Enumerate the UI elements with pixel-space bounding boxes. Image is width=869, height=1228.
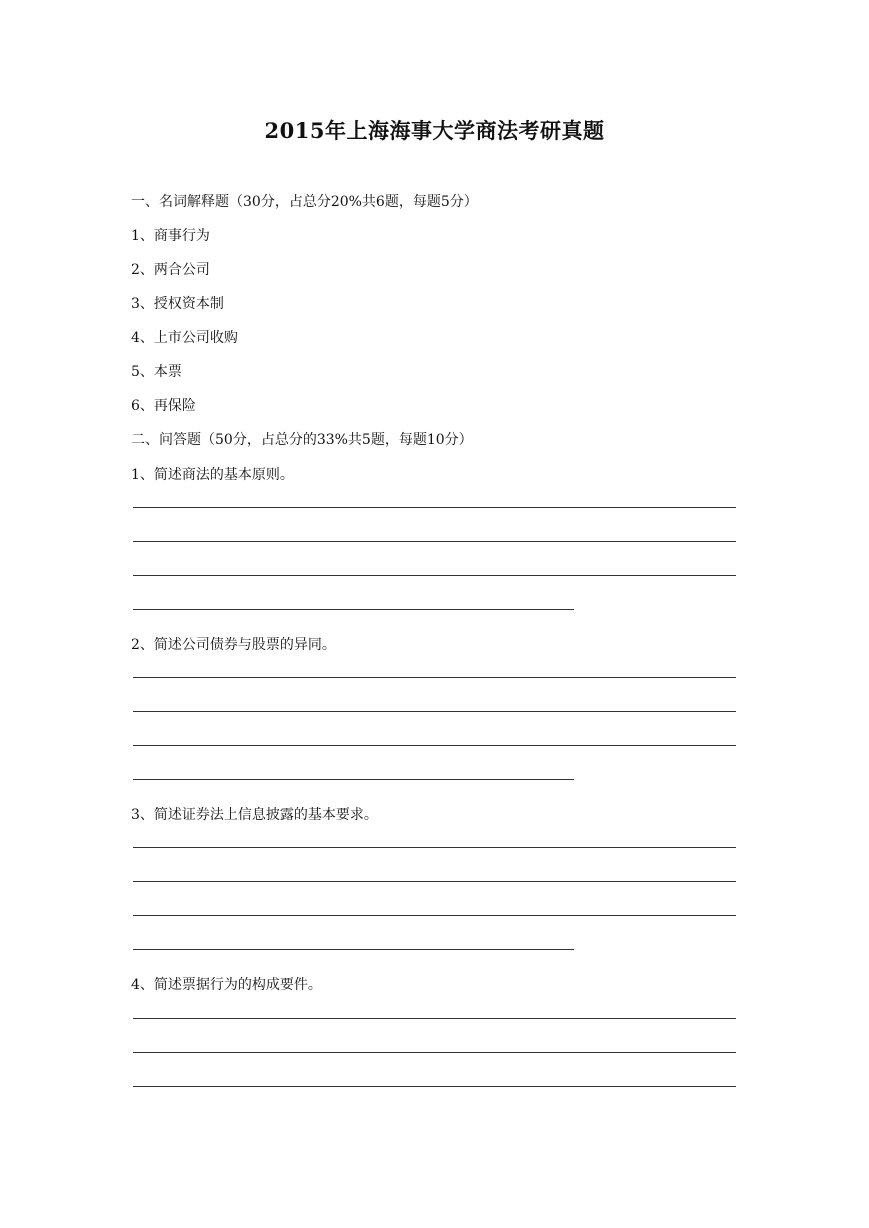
- section-heading-terms: 一、名词解释题（30分，占总分20%共6题，每题5分）: [131, 194, 478, 210]
- term-item: 2、两合公司: [131, 262, 210, 278]
- term-item: 5、本票: [131, 364, 182, 380]
- question-item: 3、简述证券法上信息披露的基本要求。: [131, 807, 378, 823]
- answer-line: [133, 847, 736, 848]
- answer-line: [133, 711, 736, 712]
- answer-line: [133, 881, 736, 882]
- term-item: 3、授权资本制: [131, 296, 224, 312]
- answer-line: [133, 575, 736, 576]
- answer-line: [133, 1086, 736, 1087]
- term-item: 6、再保险: [131, 398, 196, 414]
- section-heading-questions: 二、问答题（50分，占总分的33%共5题，每题10分）: [131, 432, 473, 448]
- question-item: 1、简述商法的基本原则。: [131, 467, 294, 483]
- term-item: 4、上市公司收购: [131, 330, 238, 346]
- answer-line: [133, 1018, 736, 1019]
- question-item: 4、简述票据行为的构成要件。: [131, 977, 322, 993]
- answer-line: [133, 949, 574, 950]
- question-item: 2、简述公司债券与股票的异同。: [131, 637, 336, 653]
- answer-line: [133, 677, 736, 678]
- answer-line: [133, 779, 574, 780]
- answer-line: [133, 745, 736, 746]
- answer-line: [133, 507, 736, 508]
- page-title: 2015年上海海事大学商法考研真题: [264, 118, 605, 143]
- answer-line: [133, 541, 736, 542]
- term-item: 1、商事行为: [131, 228, 210, 244]
- answer-line: [133, 609, 574, 610]
- answer-line: [133, 1052, 736, 1053]
- answer-line: [133, 915, 736, 916]
